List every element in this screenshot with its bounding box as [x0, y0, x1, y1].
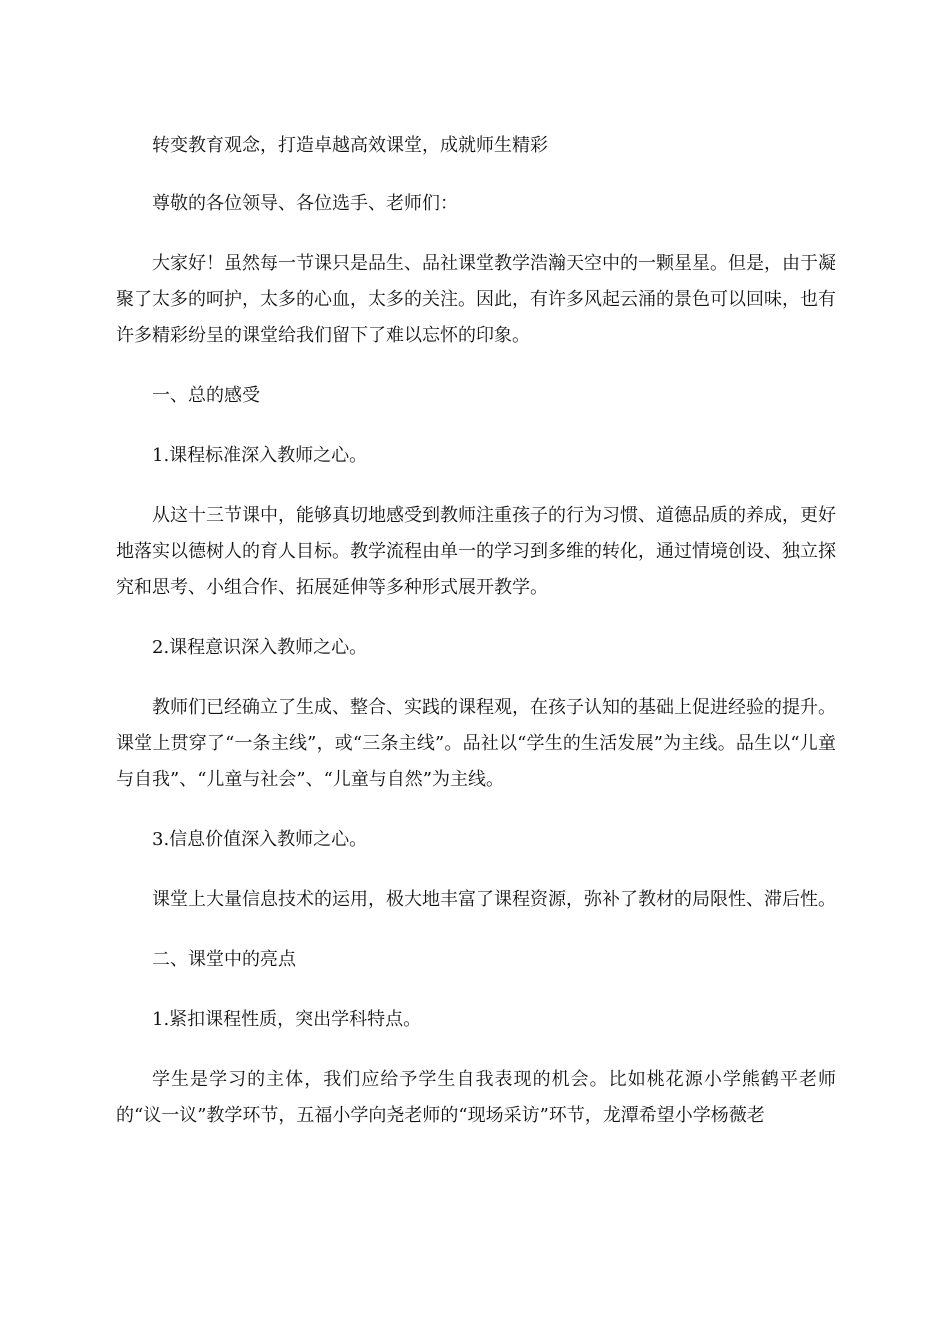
subheading-information-value: 3.信息价值深入教师之心。	[152, 829, 368, 850]
document-body	[116, 128, 836, 1158]
subheading-curriculum-standard: 1.课程标准深入教师之心。	[152, 445, 368, 466]
paragraph-course-nature: 学生是学习的主体，我们应给予学生自我表现的机会。比如桃花源小学熊鹤平老师的“议一议”教学环节，五福小学向尧老师的“现场采访”环节，龙潭希望小学杨薇老	[116, 1069, 836, 1126]
section-heading-overall-feeling: 一、总的感受	[152, 385, 260, 406]
paragraph-information-value: 课堂上大量信息技术的运用，极大地丰富了课程资源，弥补了教材的局限性、滞后性。	[152, 889, 836, 910]
document-title: 转变教育观念，打造卓越高效课堂，成就师生精彩	[152, 135, 548, 156]
subheading-curriculum-awareness: 2.课程意识深入教师之心。	[152, 637, 368, 658]
paragraph-greeting: 大家好！虽然每一节课只是品生、品社课堂教学浩瀚天空中的一颗星星。但是，由于凝聚了太多的呵护，太多的心血，太多的关注。因此，有许多风起云涌的景色可以回味，也有许多精彩纷呈的课堂给我们留下了难以忘怀的印象。	[116, 253, 836, 346]
salutation: 尊敬的各位领导、各位选手、老师们：	[152, 193, 458, 214]
paragraph-curriculum-awareness: 教师们已经确立了生成、整合、实践的课程观，在孩子认知的基础上促进经验的提升。课堂上贯穿了“一条主线”，或“三条主线”。品社以“学生的生活发展”为主线。品生以“儿童与自我”、“儿童与社会”、“儿童与自然”为主线。	[116, 697, 836, 790]
paragraph-curriculum-standard: 从这十三节课中，能够真切地感受到教师注重孩子的行为习惯、道德品质的养成，更好地落实以德树人的育人目标。教学流程由单一的学习到多维的转化，通过情境创设、独立探究和思考、小组合作、拓展延伸等多种形式展开教学。	[116, 505, 836, 598]
section-heading-highlights: 二、课堂中的亮点	[152, 949, 296, 970]
subheading-course-nature: 1.紧扣课程性质，突出学科特点。	[152, 1009, 422, 1030]
